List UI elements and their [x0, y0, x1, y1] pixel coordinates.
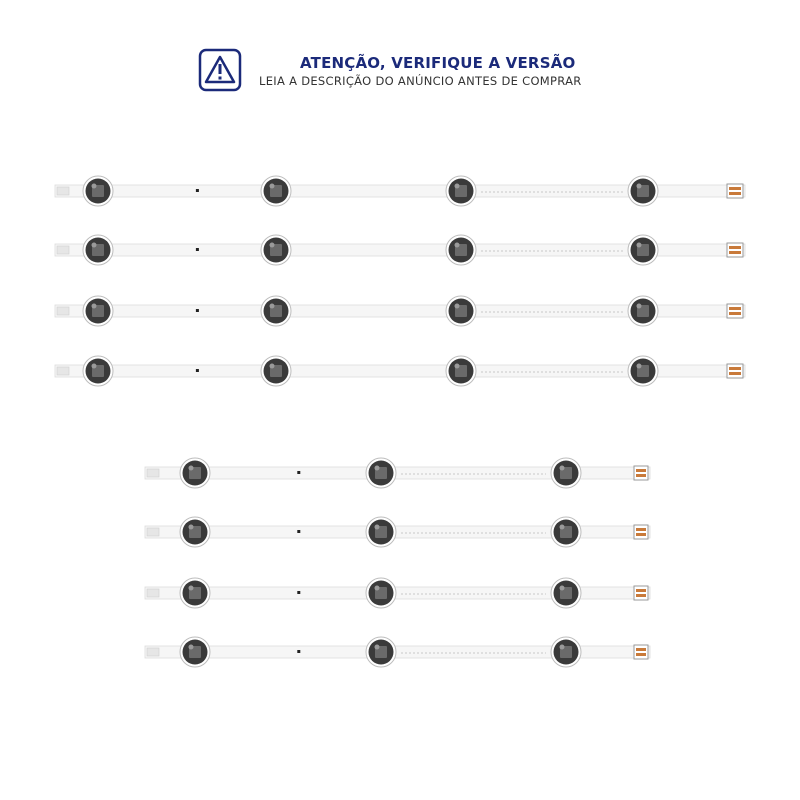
led-strip: [55, 296, 745, 326]
connector: [727, 364, 743, 378]
connector: [634, 525, 648, 539]
led-strip: [55, 176, 745, 206]
connector: [634, 586, 648, 600]
led-strip: [145, 458, 650, 488]
notice-subtitle: LEIA A DESCRIÇÃO DO ANÚNCIO ANTES DE COMPRAR: [259, 74, 582, 88]
connector: [727, 243, 743, 257]
led-strip: [145, 637, 650, 667]
led-strip: [55, 235, 745, 265]
led-strip: [55, 356, 745, 386]
connector: [727, 304, 743, 318]
connector: [634, 645, 648, 659]
led-strip: [145, 578, 650, 608]
connector: [727, 184, 743, 198]
led-strip: [145, 517, 650, 547]
connector: [634, 466, 648, 480]
notice-title: ATENÇÃO, VERIFIQUE A VERSÃO: [300, 54, 576, 72]
